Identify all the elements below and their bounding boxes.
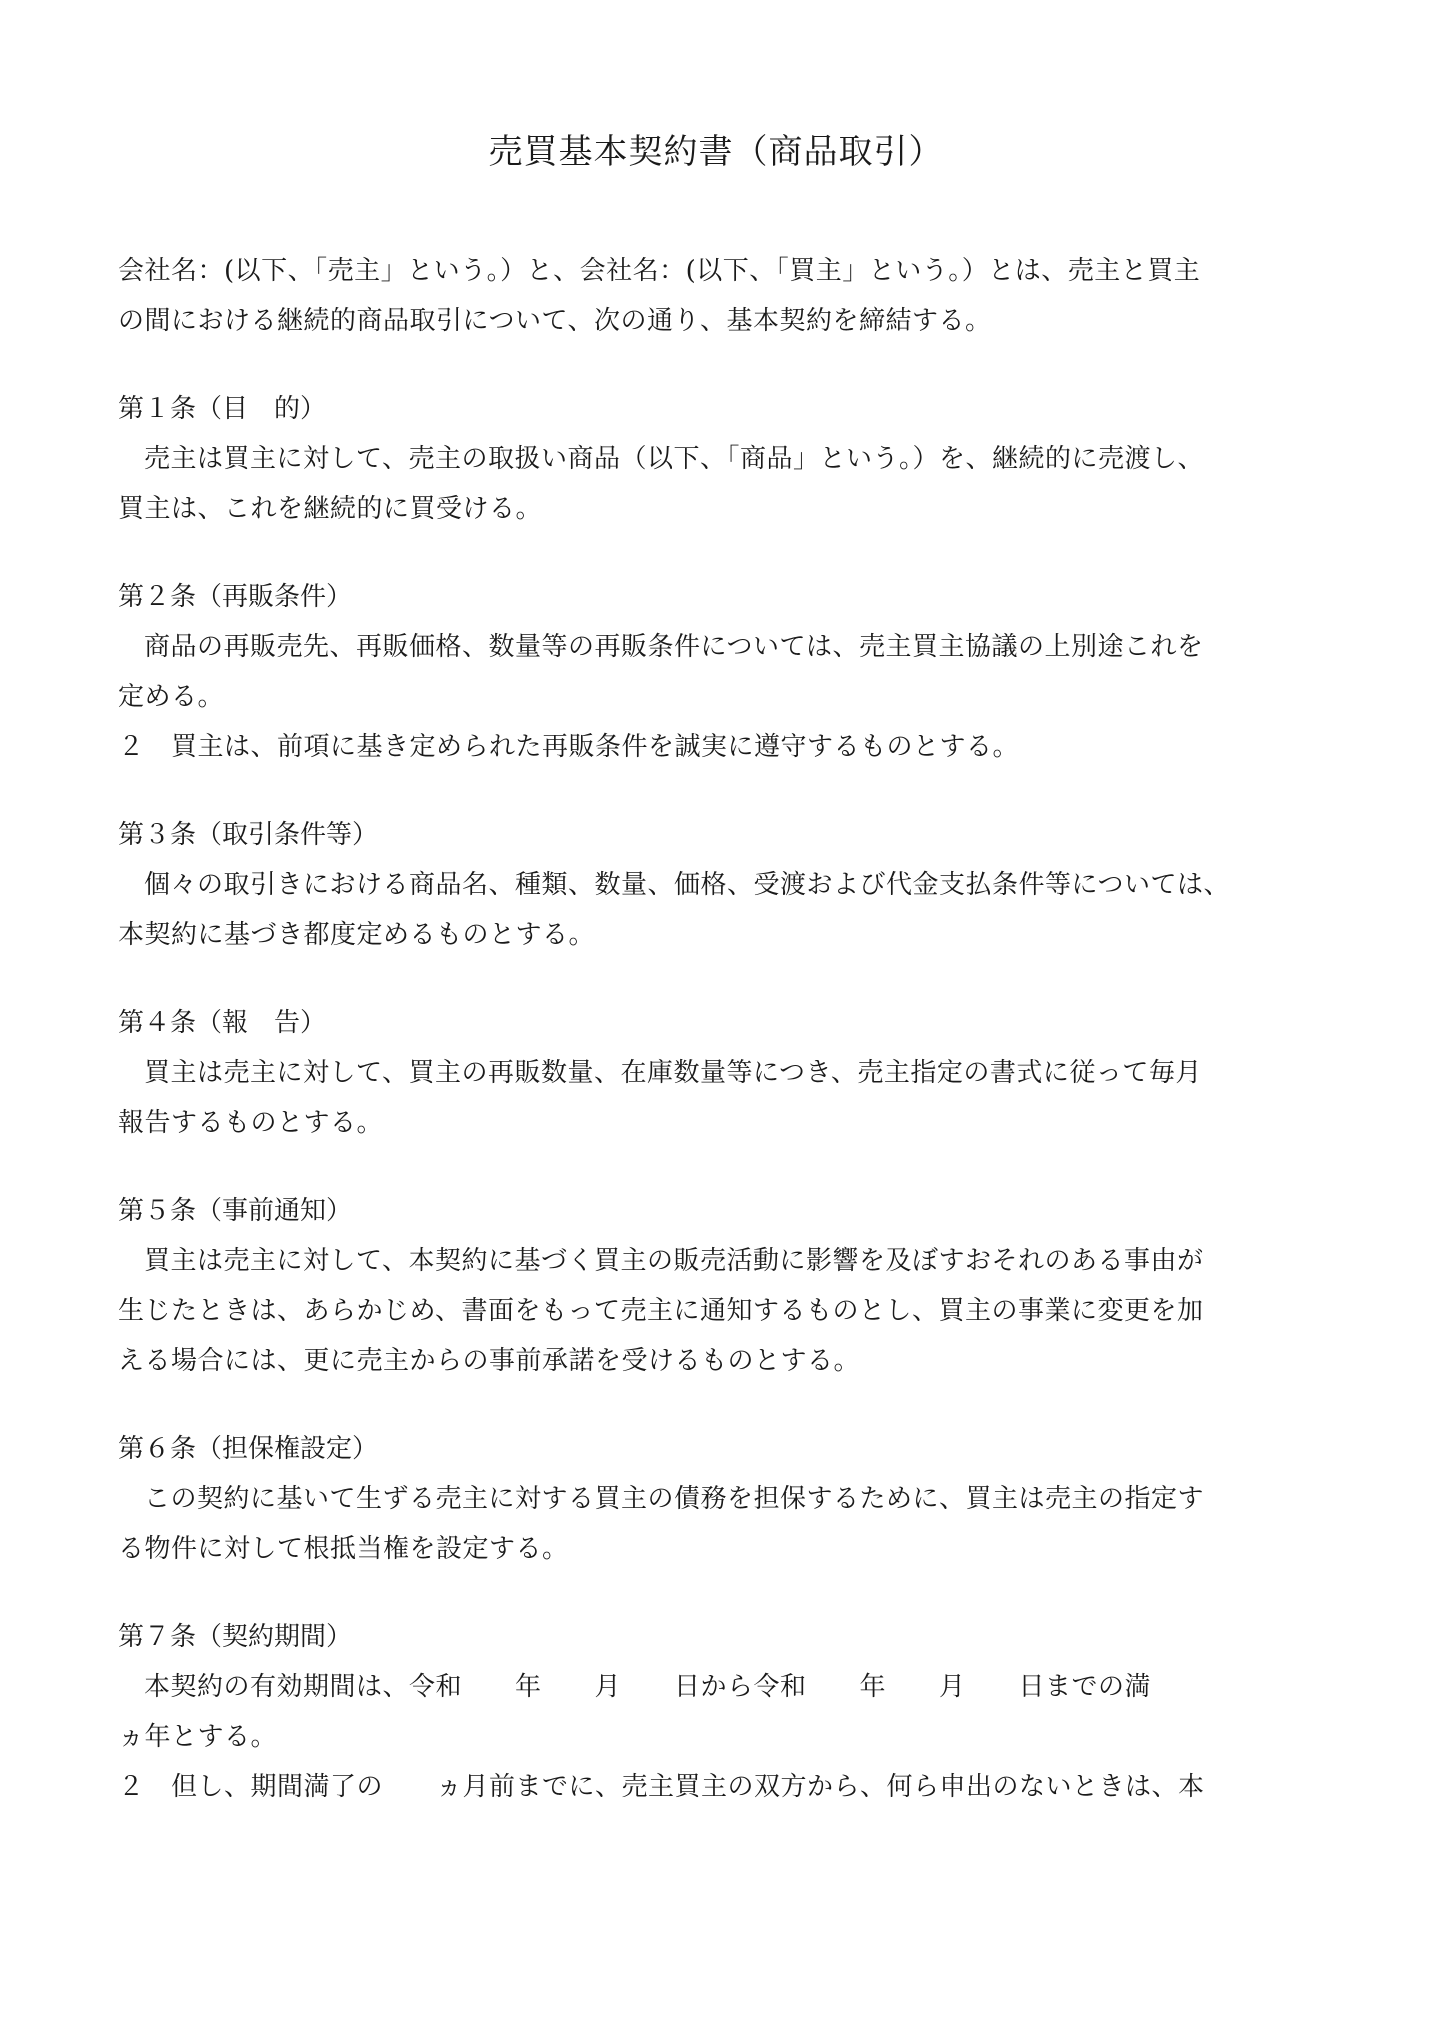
article-clause: ２ 買主は、前項に基き定められた再販条件を誠実に遵守するものとする。 — [118, 732, 1020, 762]
article-line: この契約に基いて生ずる売主に対する買主の債務を担保するために、買主は売主の指定す — [144, 1484, 1205, 1514]
article-heading: 第５条（事前通知） — [118, 1196, 353, 1226]
article-heading: 第４条（報 告） — [118, 1008, 327, 1038]
article-line: 買主は売主に対して、本契約に基づく買主の販売活動に影響を及ぼすおそれのある事由が — [144, 1246, 1204, 1276]
article-line: 定める。 — [118, 682, 225, 712]
article-line: 報告するものとする。 — [118, 1108, 384, 1138]
article-line: 買主は売主に対して、買主の再販数量、在庫数量等につき、売主指定の書式に従って毎月 — [144, 1058, 1202, 1088]
article-heading: 第３条（取引条件等） — [118, 820, 379, 850]
article-heading: 第１条（目 的） — [118, 394, 327, 424]
article-line: 個々の取引きにおける商品名、種類、数量、価格、受渡および代金支払条件等については、 — [144, 870, 1230, 900]
article-5 — [118, 1186, 1314, 1386]
preamble — [118, 246, 1314, 346]
article-line: る物件に対して根抵当権を設定する。 — [118, 1534, 569, 1564]
article-line: 本契約の有効期間は、令和 年 月 日から令和 年 月 日までの満 — [144, 1672, 1152, 1702]
article-line: 商品の再販売先、再販価格、数量等の再販条件については、売主買主協議の上別途これを — [144, 632, 1204, 662]
article-7 — [118, 1612, 1314, 1812]
article-3 — [118, 810, 1314, 960]
article-6 — [118, 1424, 1314, 1574]
article-4 — [118, 998, 1314, 1148]
article-line: 買主は、これを継続的に買受ける。 — [118, 494, 543, 524]
preamble-line: の間における継続的商品取引について、次の通り、基本契約を締結する。 — [118, 306, 992, 336]
article-1 — [118, 384, 1314, 534]
article-heading: 第６条（担保権設定） — [118, 1434, 379, 1464]
article-line: 売主は買主に対して、売主の取扱い商品（以下、「商品」という。）を、継続的に売渡し、 — [144, 444, 1204, 474]
document-title: 売買基本契約書（商品取引） — [488, 132, 944, 172]
article-2 — [118, 572, 1314, 772]
article-line: 生じたときは、あらかじめ、書面をもって売主に通知するものとし、買主の事業に変更を加 — [118, 1296, 1204, 1326]
article-line: ヵ年とする。 — [118, 1722, 278, 1752]
article-line: 本契約に基づき都度定めるものとする。 — [118, 920, 596, 950]
article-heading: 第２条（再販条件） — [118, 582, 353, 612]
article-line: える場合には、更に売主からの事前承諾を受けるものとする。 — [118, 1346, 861, 1376]
article-heading: 第７条（契約期間） — [118, 1622, 353, 1652]
preamble-line: 会社名：(以下、「売主」という。）と、会社名：(以下、「買主」という。）とは、売主と買主 — [118, 256, 1201, 286]
article-clause: ２ 但し、期間満了の ヵ月前までに、売主買主の双方から、何ら申出のないときは、本 — [118, 1772, 1205, 1802]
